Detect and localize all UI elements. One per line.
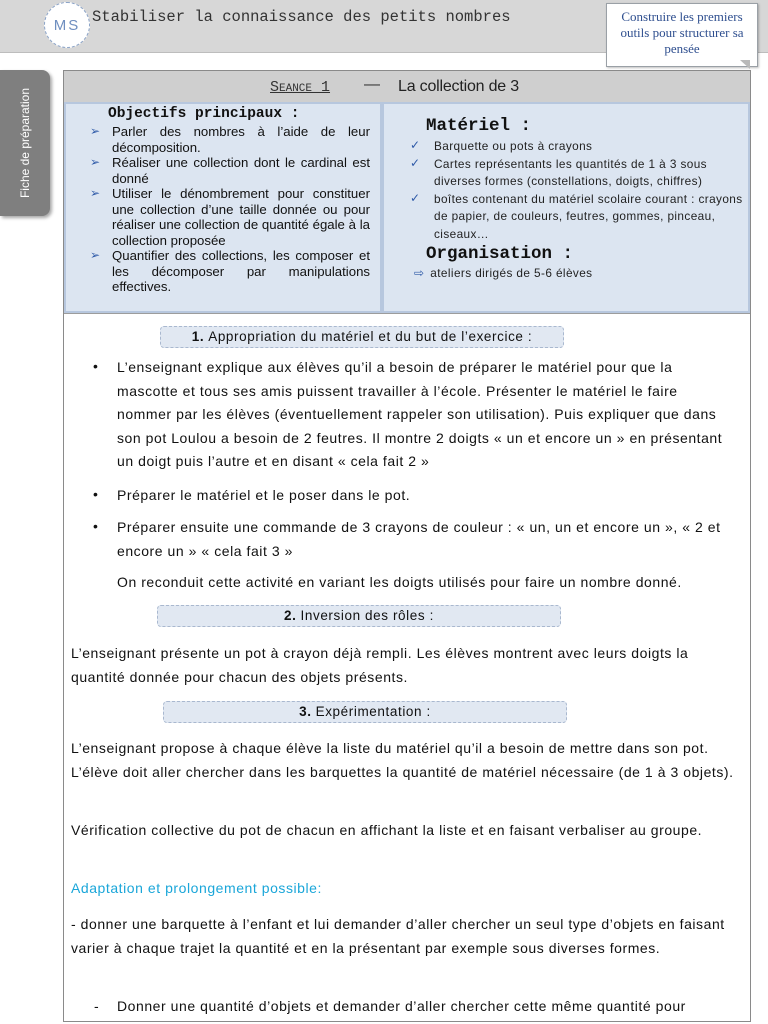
objectives-heading: Objectifs principaux : — [108, 106, 300, 122]
panel-divider — [64, 313, 750, 314]
step-1-heading: 1. Appropriation du matériel et du but de l’exercice : — [160, 326, 564, 348]
objectives-list — [90, 124, 370, 295]
step-1-bullet-3: Préparer ensuite une commande de 3 crayons de couleur : « un, un et encore un », « 2 et encore un » « cela fait 3 » — [117, 519, 721, 559]
step-3-text-2: Vérification collective du pot de chacun en affichant la liste et en faisant verbaliser au groupe. — [71, 822, 703, 838]
step-1-bullet-1: L’enseignant explique aux élèves qu’il a besoin de préparer le matériel pour que la mascotte et tous ses amis puissent travailler à l’école. Présenter le matériel le faire nommer par les élèves (éventuellement rappeler son utilisation). Puis expliquer que dans son pot Loulou a besoin de 2 feutres. Il montre 2 doigts « un et encore un » en présentant un doigt puis l’autre et en disant « cela fait 2 » — [117, 359, 723, 469]
objective-item: ➢ Utiliser le dénombrement pour constituer une collection d’une taille donnée ou pour réaliser une collection de quantité égale à la collection proposée — [90, 186, 370, 248]
adaptation-item-2-dash: - — [94, 998, 100, 1014]
step-2-text: L’enseignant présente un pot à crayon déjà rempli. Les élèves montrent avec leurs doigts la quantité donnée pour chacun des objets présents. — [71, 645, 689, 685]
objective-item: ➢ Parler des nombres à l’aide de leur décomposition. — [90, 124, 370, 155]
page-title: Stabiliser la connaissance des petits nombres — [92, 8, 511, 26]
arrow-bullet-icon: ➢ — [90, 186, 101, 200]
tag-fold-corner — [740, 60, 750, 69]
adaptation-heading: Adaptation et prolongement possible: — [71, 880, 322, 896]
arrow-bullet-icon: ➢ — [90, 248, 101, 262]
organisation-heading: Organisation : — [426, 244, 574, 264]
check-icon: ✓ — [410, 190, 421, 205]
level-badge: MS — [44, 2, 90, 48]
adaptation-item-1: - donner une barquette à l’enfant et lui demander d’aller chercher un seul type d’objets en faisant varier à chaque trajet la quantité et en la présentant par exemple sous diverses formes. — [71, 916, 725, 956]
arrow-bullet-icon: ➢ — [90, 155, 101, 169]
step-1-note: On reconduit cette activité en variant les doigts utilisés pour faire un nombre donné. — [117, 574, 682, 590]
material-item: ✓ Barquette ou pots à crayons — [410, 138, 593, 153]
material-item: ✓ Cartes représentants les quantités de 1 à 3 sous diverses formes (constellations, doigts, chiffres) — [410, 155, 707, 188]
material-list — [410, 138, 746, 243]
session-title: La collection de 3 — [398, 78, 519, 95]
organisation-item: ⇨ ateliers dirigés de 5-6 élèves — [414, 266, 593, 280]
check-icon: ✓ — [410, 138, 421, 152]
arrow-right-icon: ⇨ — [414, 266, 425, 280]
check-icon: ✓ — [410, 155, 421, 170]
material-heading: Matériel : — [426, 116, 532, 136]
session-dash: — — [364, 76, 380, 93]
competence-tag: Construire les premiers outils pour structurer sa pensée — [606, 3, 758, 67]
arrow-bullet-icon: ➢ — [90, 124, 101, 138]
step-3-text-1: L’enseignant propose à chaque élève la liste du matériel qu’il a besoin de mettre dans son pot. L’élève doit aller chercher dans les barquettes la quantité de matériel nécessaire (de 1 à 3 objets). — [71, 740, 734, 780]
session-number: Seance 1 — [270, 79, 331, 96]
objective-item: ➢ Quantifier des collections, les composer et les décomposer par manipulations effectives. — [90, 248, 370, 294]
step-1-bullet-2: Préparer le matériel et le poser dans le pot. — [117, 487, 411, 503]
bullet-icon: • — [93, 358, 98, 374]
adaptation-item-2: Donner une quantité d’objets et demander d’aller chercher cette même quantité pour — [117, 998, 686, 1014]
bullet-icon: • — [93, 518, 98, 534]
step-3-heading: 3. Expérimentation : — [163, 701, 567, 723]
material-item: ✓ boîtes contenant du matériel scolaire courant : crayons de papier, de couleurs, feutres, gommes, pinceau, ciseaux… — [410, 190, 743, 241]
step-2-heading: 2. Inversion des rôles : — [157, 605, 561, 627]
objective-item: ➢ Réaliser une collection dont le cardinal est donné — [90, 155, 370, 186]
side-tab-label: Fiche de préparation — [18, 87, 32, 199]
bullet-icon: • — [93, 486, 98, 502]
